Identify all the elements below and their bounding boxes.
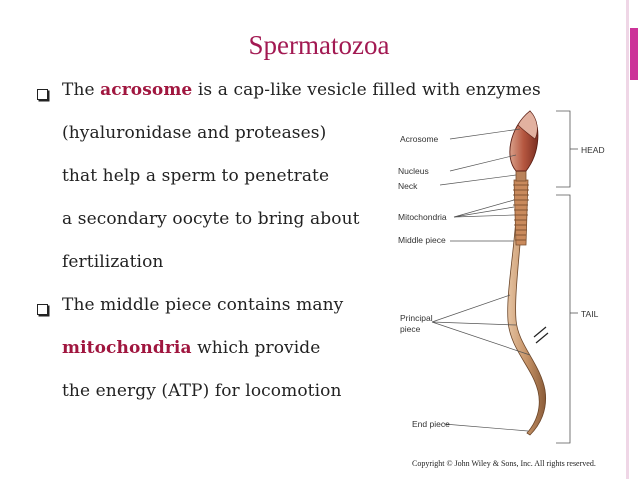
mitochondria-highlight: mitochondria bbox=[62, 338, 192, 358]
bullet1-text-post: is a cap-like vesicle filled with enzymes bbox=[192, 80, 541, 100]
bullet1-line2: (hyaluronidase and proteases) bbox=[62, 123, 327, 143]
bullet2-line2 bbox=[62, 338, 320, 358]
bullet2-line1: The middle piece contains many bbox=[62, 295, 344, 315]
break-marks bbox=[534, 327, 548, 343]
end-piece-label: End piece bbox=[412, 419, 450, 429]
tail-region-label: TAIL bbox=[581, 309, 599, 319]
principal-piece-label-1: Principal bbox=[400, 313, 433, 323]
region-brackets bbox=[556, 111, 578, 443]
bullet-square-icon bbox=[37, 89, 48, 100]
slide-title: Spermatozoa bbox=[248, 30, 390, 60]
bullet-square-icon bbox=[37, 304, 48, 315]
nucleus-label: Nucleus bbox=[398, 166, 429, 176]
principal-piece-label-2: piece bbox=[400, 324, 421, 334]
bullet1-line4: a secondary oocyte to bring about bbox=[62, 209, 360, 229]
tail-shape bbox=[508, 205, 546, 435]
bullet1-line1 bbox=[62, 80, 541, 100]
head-region-label: HEAD bbox=[581, 145, 605, 155]
side-accent-line bbox=[626, 0, 629, 479]
acrosome-label: Acrosome bbox=[400, 134, 439, 144]
mitochondria-label: Mitochondria bbox=[398, 212, 447, 222]
copyright-notice: Copyright © John Wiley & Sons, Inc. All rights reserved. bbox=[412, 459, 596, 468]
middle-piece-label: Middle piece bbox=[398, 235, 446, 245]
bullet1-line3: that help a sperm to penetrate bbox=[62, 166, 330, 186]
neck-label: Neck bbox=[398, 181, 418, 191]
bullet1-line5: fertilization bbox=[62, 252, 164, 272]
bullet2-line3: the energy (ATP) for locomotion bbox=[62, 381, 342, 401]
bullet2-text-post: which provide bbox=[191, 338, 321, 358]
neck-shape bbox=[516, 171, 526, 181]
bullet1-text-pre: The bbox=[62, 80, 101, 100]
acrosome-highlight: acrosome bbox=[100, 80, 193, 100]
spermatozoon-illustration bbox=[380, 105, 620, 450]
